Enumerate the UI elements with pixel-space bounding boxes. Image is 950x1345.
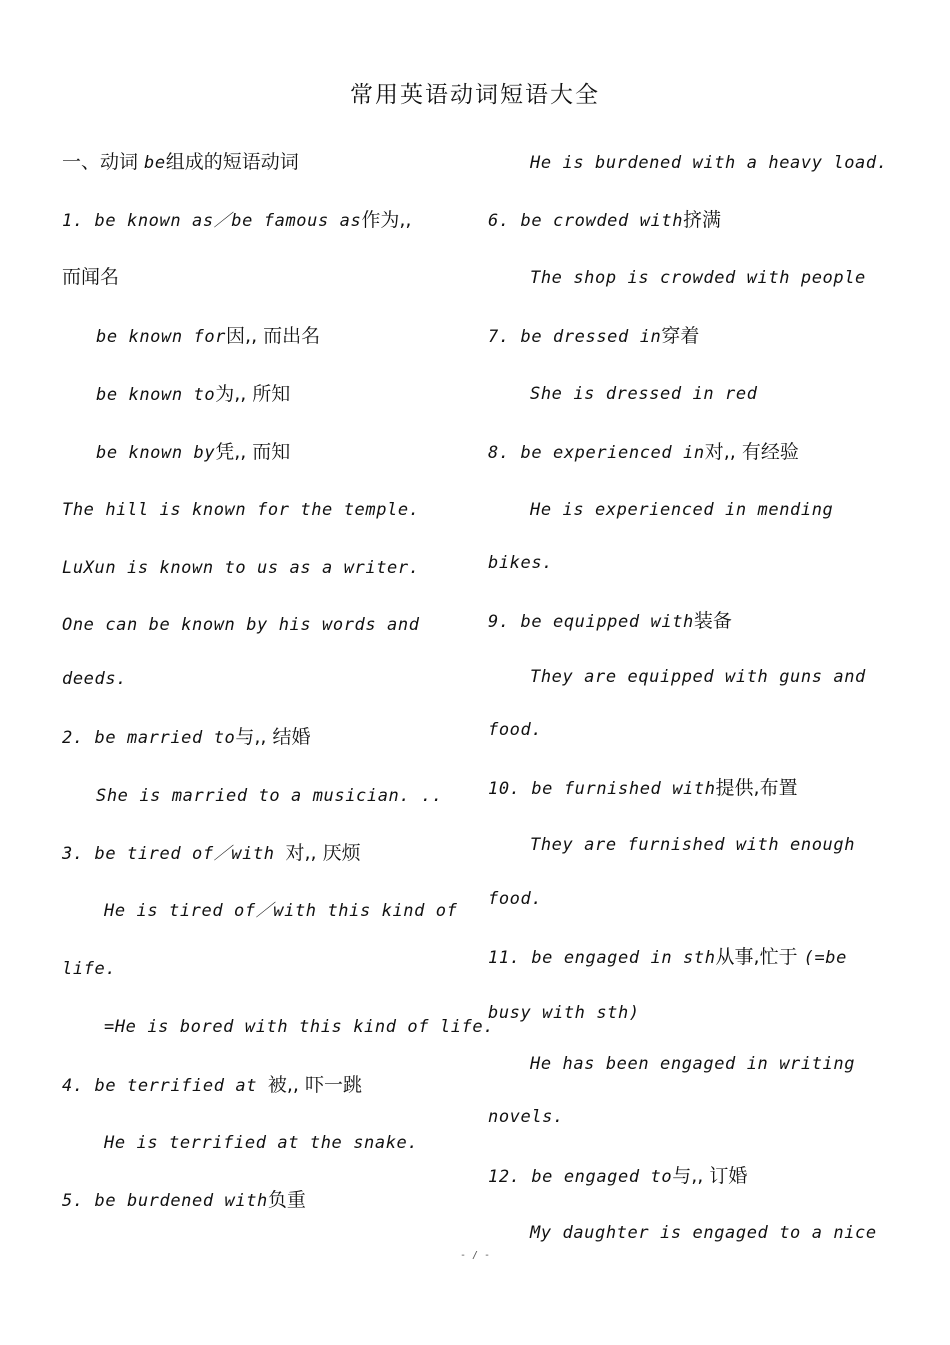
phrase-entry	[488, 608, 732, 634]
example-sentence-cont: food.	[488, 889, 543, 909]
phrase-en: be known to	[96, 385, 216, 405]
phrase-en-aside: (=be	[803, 948, 847, 968]
phrase-zh: 装备	[693, 610, 732, 632]
example-sentence: He has been engaged in writing	[530, 1054, 856, 1074]
phrase-en: be known for	[96, 327, 227, 347]
example-sentence-cont: bikes.	[488, 553, 554, 573]
example-sentence: He is burdened with a heavy load.	[530, 153, 888, 173]
phrase-en: 12. be engaged to	[488, 1167, 673, 1187]
phrase-zh: 与,, 结婚	[235, 726, 311, 748]
phrase-en: 10. be furnished with	[488, 779, 716, 799]
phrase-en: 1. be known as／be famous as	[62, 211, 362, 231]
sub-phrase	[96, 323, 320, 349]
example-sentence: He is experienced in mending	[530, 500, 834, 520]
phrase-entry	[62, 1187, 306, 1213]
phrase-en: 7. be dressed in	[488, 327, 662, 347]
sub-phrase	[96, 439, 290, 465]
phrase-en: 8. be experienced in	[488, 443, 705, 463]
phrase-en: 5. be burdened with	[62, 1191, 268, 1211]
heading-keyword: be	[144, 153, 166, 173]
example-sentence: LuXun is known to us as a writer.	[62, 558, 420, 578]
example-sentence: =He is bored with this kind of life.	[104, 1017, 495, 1037]
page-number: - / -	[459, 1250, 491, 1261]
phrase-zh: 被,, 吓一跳	[267, 1074, 362, 1096]
phrase-entry	[488, 944, 847, 970]
phrase-cont: busy with sth)	[488, 1003, 640, 1023]
phrase-zh: 对,, 有经验	[704, 441, 799, 463]
sub-phrase	[96, 381, 290, 407]
section-heading	[62, 149, 299, 175]
phrase-zh: 穿着	[661, 325, 700, 347]
example-sentence: One can be known by his words and	[62, 615, 420, 635]
phrase-entry	[62, 207, 411, 233]
phrase-zh: 而闻名	[62, 266, 120, 288]
phrase-zh: 因,, 而出名	[226, 325, 321, 347]
phrase-en: be known by	[96, 443, 216, 463]
phrase-zh: 与,, 订婚	[672, 1165, 748, 1187]
example-sentence: The hill is known for the temple.	[62, 500, 420, 520]
phrase-en: 2. be married to	[62, 728, 236, 748]
phrase-meaning-cont	[62, 264, 119, 290]
phrase-en: 9. be equipped with	[488, 612, 694, 632]
phrase-entry	[62, 840, 361, 866]
heading-suffix: 组成的短语动词	[165, 151, 299, 173]
example-sentence: The shop is crowded with people	[530, 268, 866, 288]
phrase-en: 11. be engaged in sth	[488, 948, 716, 968]
phrase-entry	[488, 323, 699, 349]
phrase-zh: 为,, 所知	[215, 383, 291, 405]
example-sentence: They are furnished with enough	[530, 835, 856, 855]
example-sentence: My daughter is engaged to a nice	[530, 1223, 877, 1243]
phrase-entry	[488, 439, 799, 465]
phrase-entry	[488, 775, 798, 801]
phrase-entry	[62, 724, 310, 750]
example-sentence-cont: food.	[488, 720, 543, 740]
phrase-zh: 提供,布置	[715, 777, 798, 799]
phrase-en: 4. be terrified at	[62, 1076, 268, 1096]
example-sentence: They are equipped with guns and	[530, 667, 866, 687]
example-sentence-cont: life.	[62, 959, 117, 979]
phrase-zh: 挤满	[683, 209, 722, 231]
phrase-zh: 对,, 厌烦	[285, 842, 361, 864]
phrase-entry	[62, 1072, 362, 1098]
page-title: 常用英语动词短语大全	[350, 82, 600, 108]
phrase-zh: 作为,,	[361, 209, 412, 231]
phrase-entry	[488, 1163, 747, 1189]
phrase-zh: 凭,, 而知	[215, 441, 291, 463]
example-sentence-cont: deeds.	[62, 669, 128, 689]
phrase-zh: 负重	[267, 1189, 306, 1211]
phrase-en: 6. be crowded with	[488, 211, 684, 231]
heading-prefix: 一、动词	[62, 151, 145, 173]
phrase-entry	[488, 207, 721, 233]
example-sentence: She is married to a musician. ..	[96, 786, 443, 806]
example-sentence: He is tired of／with this kind of	[104, 901, 458, 921]
example-sentence: He is terrified at the snake.	[104, 1133, 419, 1153]
example-sentence-cont: novels.	[488, 1107, 564, 1127]
phrase-zh: 从事,忙于	[715, 946, 804, 968]
example-sentence: She is dressed in red	[530, 384, 758, 404]
phrase-en: 3. be tired of／with	[62, 844, 286, 864]
